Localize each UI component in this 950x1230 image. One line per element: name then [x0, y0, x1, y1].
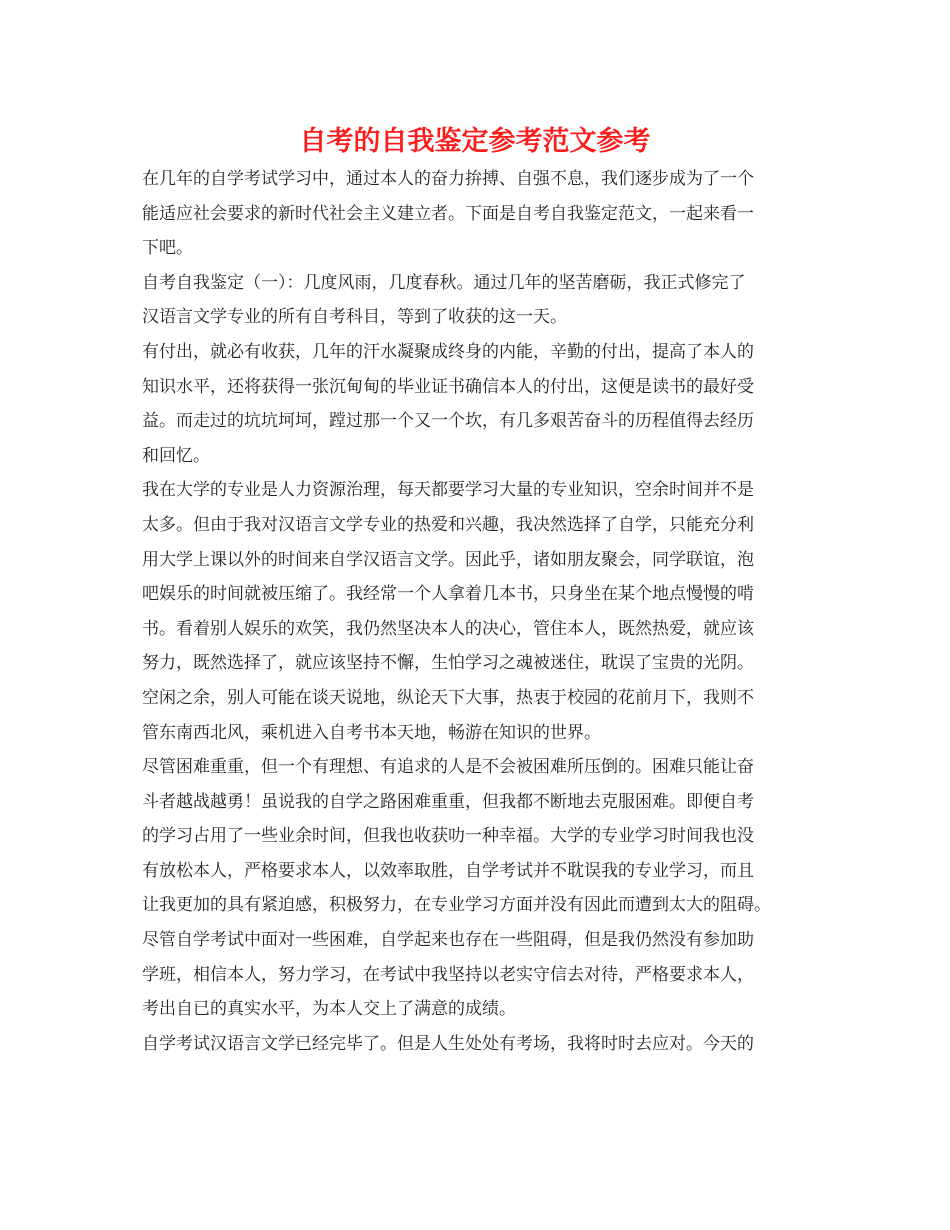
body-line: 自学考试汉语言文学已经完毕了。但是人生处处有考场，我将时时去应对。今天的: [142, 1033, 754, 1054]
body-line: 和回忆。: [142, 445, 210, 466]
document-body: [142, 162, 832, 1061]
body-line: 益。而走过的坑坑坷坷，蹚过那一个又一个坎，有几多艰苦奋斗的历程值得去经历: [142, 411, 754, 432]
body-line: 吧娱乐的时间就被压缩了。我经常一个人拿着几本书，只身坐在某个地点慢慢的啃: [142, 584, 754, 605]
body-line: 努力，既然选择了，就应该坚持不懈，生怕学习之魂被迷住，耽误了宝贵的光阴。: [142, 653, 754, 674]
body-line: 用大学上课以外的时间来自学汉语言文学。因此乎，诸如朋友聚会，同学联谊，泡: [142, 549, 754, 570]
body-line: 空闲之余，别人可能在谈天说地，纵论天下大事，热衷于校园的花前月下，我则不: [142, 687, 754, 708]
body-line: 管东南西北风，乘机进入自考书本天地，畅游在知识的世界。: [142, 722, 601, 743]
body-line: 让我更加的具有紧迫感，积极努力，在专业学习方面并没有因此而遭到太大的阻碍。: [142, 895, 771, 916]
body-line: 汉语言文学专业的所有自考科目，等到了收获的这一天。: [142, 307, 567, 328]
body-line: 下吧。: [142, 238, 193, 259]
body-line: 自考自我鉴定（一）：几度风雨，几度春秋。通过几年的坚苦磨砺，我正式修完了: [142, 272, 746, 293]
body-line: 的学习占用了一些业余时间，但我也收获叻一种幸福。大学的专业学习时间我也没: [142, 826, 754, 847]
document-title: 自考的自我鉴定参考范文参考: [299, 126, 651, 157]
body-line: 斗者越战越勇！虽说我的自学之路困难重重，但我都不断地去克服困难。即便自考: [142, 791, 754, 812]
body-line: 学班，相信本人，努力学习，在考试中我坚持以老实守信去对待，严格要求本人，: [142, 964, 754, 985]
body-line: 书。看着别人娱乐的欢笑，我仍然坚决本人的决心，管住本人，既然热爱，就应该: [142, 618, 754, 639]
body-line: 太多。但由于我对汉语言文学专业的热爱和兴趣，我决然选择了自学，只能充分利: [142, 514, 754, 535]
body-line: 能适应社会要求的新时代社会主义建立者。下面是自考自我鉴定范文，一起来看一: [142, 203, 754, 224]
body-line: 尽管自学考试中面对一些困难，自学起来也存在一些阻碍，但是我仍然没有参加助: [142, 930, 754, 951]
body-line: 考出自已的真实水平，为本人交上了满意的成绩。: [142, 999, 516, 1020]
body-line: 尽管困难重重，但一个有理想、有追求的人是不会被困难所压倒的。困难只能让奋: [142, 757, 754, 778]
body-line: 在几年的自学考试学习中，通过本人的奋力拚搏、自强不息，我们逐步成为了一个: [142, 169, 754, 189]
body-line: 知识水平，还将获得一张沉甸甸的毕业证书确信本人的付出，这便是读书的最好受: [142, 376, 754, 397]
body-line: 我在大学的专业是人力资源治理，每天都要学习大量的专业知识，空余时间并不是: [142, 480, 754, 501]
body-line: 有放松本人，严格要求本人，以效率取胜，自学考试并不耽误我的专业学习，而且: [142, 860, 754, 881]
body-line: 有付出，就必有收获，几年的汗水凝聚成终身的内能，辛勤的付出，提高了本人的: [142, 341, 754, 362]
